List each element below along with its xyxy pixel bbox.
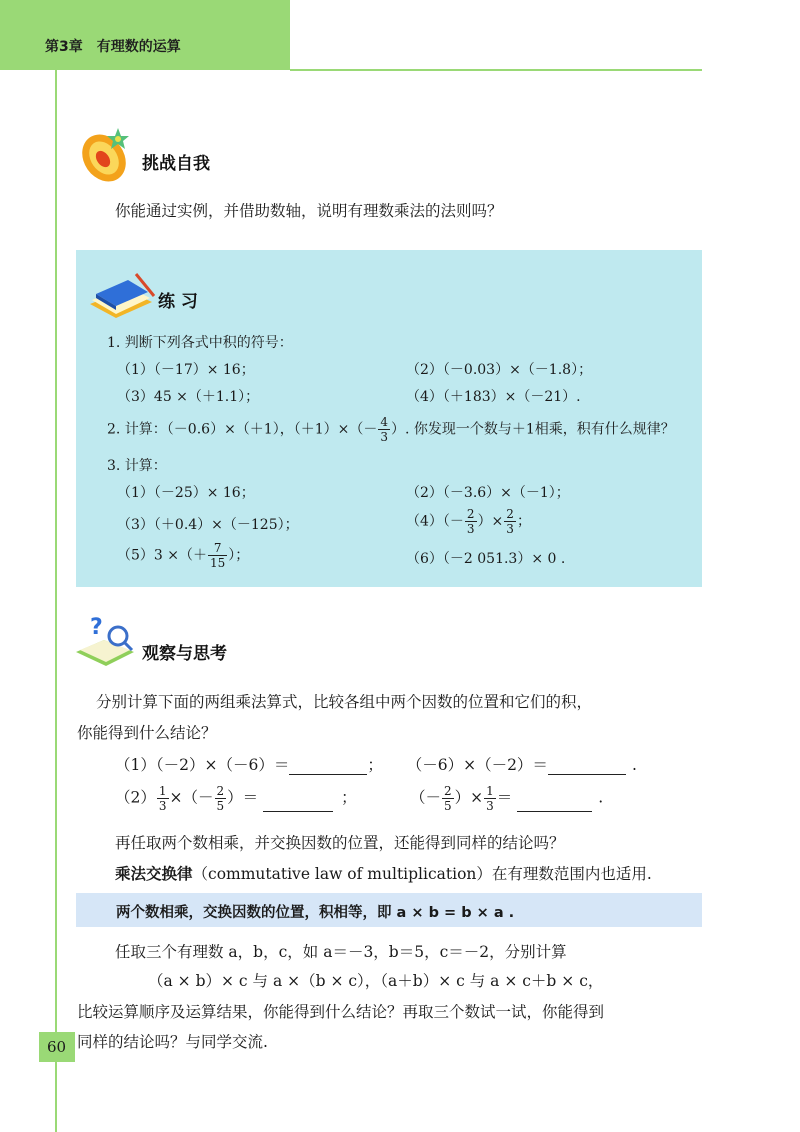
practice-title: 练 习 <box>158 292 198 312</box>
q3-item-6: （6）（－2 051.3）× 0 . <box>406 551 566 567</box>
practice-icon <box>86 270 158 322</box>
q3-item-4: （4）（－ $\frac{2}{3}$ ）× $\frac{2}{3}$ ； <box>406 507 531 536</box>
task-line-3: 比较运算顺序及运算结果，你能得到什么结论？再取三个数试一试，你能得到 <box>77 1003 605 1021</box>
q3-item-3: （3）（＋0.4）×（－125）； <box>117 517 299 533</box>
q3-stem: 3. 计算： <box>107 458 167 474</box>
svg-text:?: ? <box>90 615 103 640</box>
margin-rule <box>55 70 57 1132</box>
challenge-text: 你能通过实例，并借助数轴，说明有理数乘法的法则吗？ <box>115 202 503 220</box>
equation-2a: （2） $\frac{1}{3}$ ×（－ $\frac{2}{5}$ ）＝ ； <box>115 784 357 813</box>
q2-fraction: $\frac{4}{3}$ <box>380 415 388 444</box>
commutative-law-line: 乘法交换律（commutative law of multiplication）在有理数范围内也适用. <box>115 865 652 883</box>
task-line-2: （a × b）× c 与 a ×（b × c），（a＋b）× c 与 a × c＋b × c， <box>148 972 604 990</box>
page-number: 60 <box>47 1038 67 1056</box>
q1-item-4: （4）（＋183）×（－21）. <box>406 389 581 405</box>
q1-item-3: （3）45 ×（＋1.1）； <box>117 389 260 405</box>
observe-icon <box>74 612 136 670</box>
q1-item-1: （1）（－17）× 16； <box>117 362 255 378</box>
q3-item-2: （2）（－3.6）×（－1）； <box>406 485 570 501</box>
q3-item-5: （5）3 ×（＋ $\frac{7}{15}$ ）； <box>117 541 250 570</box>
header-rule <box>290 69 702 71</box>
rule-box <box>76 893 702 927</box>
q2: 2. 计算：（－0.6）×（＋1），（＋1）×（－ $\frac{4}{3}$ ）. 你发现一个数与＋1相乘，积有什么规律？ <box>107 415 675 444</box>
observe-title: 观察与思考 <box>142 644 227 664</box>
practice-box <box>76 250 702 587</box>
task-line-1: 任取三个有理数 a，b，c，如 a＝－3，b＝5，c＝－2，分别计算 <box>115 943 567 961</box>
chapter-title: 第3章 有理数的运算 <box>45 39 181 55</box>
equation-2b: （－ $\frac{2}{5}$ ）× $\frac{1}{3}$ ＝ . <box>410 784 604 813</box>
observe-line-1: 分别计算下面的两组乘法算式，比较各组中两个因数的位置和它们的积， <box>96 693 593 711</box>
q1-stem: 1. 判断下列各式中积的符号： <box>107 335 293 351</box>
equation-1: （1）（－2）×（－6）＝ ； （－6）×（－2）＝ . <box>115 756 637 774</box>
q1-item-2: （2）（－0.03）×（－1.8）； <box>406 362 593 378</box>
rule-text: 两个数相乘，交换因数的位置，积相等，即 a × b = b × a . <box>116 905 515 921</box>
chapter-tab <box>0 0 290 70</box>
challenge-title: 挑战自我 <box>142 154 210 174</box>
q3-item-1: （1）（－25）× 16； <box>117 485 255 501</box>
challenge-icon <box>74 122 136 184</box>
observe-line-3: 再任取两个数相乘，并交换因数的位置，还能得到同样的结论吗？ <box>115 834 565 852</box>
commutative-law-term: 乘法交换律 <box>115 865 193 883</box>
observe-line-2: 你能得到什么结论？ <box>77 724 217 742</box>
task-line-4: 同样的结论吗？与同学交流. <box>77 1033 268 1051</box>
